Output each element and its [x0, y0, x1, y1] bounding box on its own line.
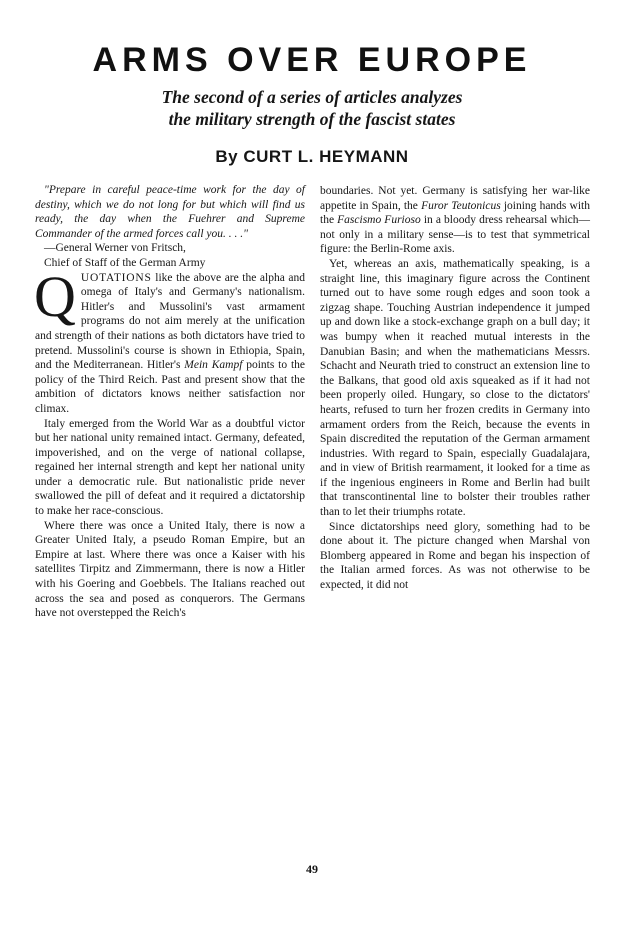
- paragraph-3: Where there was once a United Italy, there is now a Greater United Italy, a pseudo Roman Empire, but an Empire at last. Where there was once a Kaiser with his satellites Tirpitz and Zimmermann, there is now a Hitler with his Goering and Goebbels. The Italians reached out across the sea and posed as conquerors. The Germans have not overstepped the Reich's: [35, 519, 305, 620]
- epigraph-quote: "Prepare in careful peace-time work for the day of destiny, which we do not long for but which will find us ready, the day when the Fuehrer and Supreme Commander of the armed forces call you. . . .": [35, 184, 305, 240]
- opening-caps: UOTATIONS: [80, 271, 152, 284]
- paragraph-1: [34, 263, 305, 417]
- paragraph-1-end: points to the policy of the Third Reich. Past and present show that the ambition of dictators knows neither satisfaction nor climax.: [35, 359, 305, 415]
- lead-paragraph-block: [34, 263, 305, 417]
- phrase-fascismo-furioso: Fascismo Furioso: [337, 214, 421, 227]
- epigraph-author: —General Werner von Fritsch,: [44, 242, 186, 255]
- paragraph-5: Yet, whereas an axis, mathematically speaking, is a straight line, this imaginary figure across the Continent turned out to have some rough edges and soon took a zigzag shape. Touching Austrian independence it jumped up and down like a stock-exchange graph on a bull day; it was bumpy when it reached mutual interests in the Danubian Basin; and when the mathematicians Messrs. Schacht and Neurath tried to construct an extension line to the Balkans, that good old axis squeaked as if it had not been properly oiled. Hungary, so close to the dictators' hearts, refused to turn her frozen credits in Germany into armament orders from the Reich, because the events in Spain discredited the reputation of the German armament industries. With regard to Spain, especially Guadalajara, and in view of British rearmament, it looked for a time as if the ingenious engineers in Rome and Berlin had built that transcontinental line to bolster their troubles rather than to let their triumphs rotate.: [320, 257, 590, 519]
- subtitle-line-2: the military strength of the fascist states: [168, 109, 456, 129]
- left-column: [35, 183, 305, 621]
- book-title: Mein Kampf: [184, 359, 243, 372]
- subtitle-line-1: The second of a series of articles analyzes: [161, 87, 463, 107]
- epigraph-author-title: Chief of Staff of the German Army: [44, 256, 206, 269]
- paragraph-1-text: like the above are the alpha and omega of Italy's and Germany's nationalism. Hitler's and Mussolini's vast armament programs do not aim merely at the unification and strength of their nations as both dictators have tried to pretend. Mussolini's course is shown in Ethiopia, Spain, and the Mediterranean. Hitler's: [35, 271, 305, 372]
- phrase-furor-teutonicus: Furor Teutonicus: [421, 199, 501, 212]
- right-column: [320, 184, 590, 593]
- drop-cap: Q: [34, 263, 76, 329]
- article-subtitle: [100, 86, 524, 130]
- paragraph-4-mid: joining hands with the: [320, 199, 590, 227]
- paragraph-4-end: in a bloody dress rehearsal which—not only in a military sense—is to test that symmetrical figure: the Berlin-Rome axis.: [320, 214, 590, 256]
- article-title: ARMS OVER EUROPE: [92, 41, 532, 79]
- paragraph-6: Since dictatorships need glory, something had to be done about it. The picture changed when Marshal von Blomberg appeared in Rome and began his inspection of the Italian armed forces. As was not otherwise to be expected, it did not: [320, 520, 590, 592]
- paragraph-2: Italy emerged from the World War as a doubtful victor but her national unity remained intact. Germany, defeated, impoverished, and on the verge of national collapse, regained her internal strength and kept her national unity under a democratic rule. But nationalistic pride never swallowed the pill of defeat and it required a dictatorship to make her race-conscious.: [35, 417, 305, 518]
- paragraph-4: [320, 184, 590, 257]
- page-number: 49: [306, 862, 318, 876]
- paragraph-4-start: boundaries. Not yet. Germany is satisfying her war-like appetite in Spain, the: [320, 185, 590, 212]
- byline: By CURT L. HEYMANN: [215, 147, 409, 166]
